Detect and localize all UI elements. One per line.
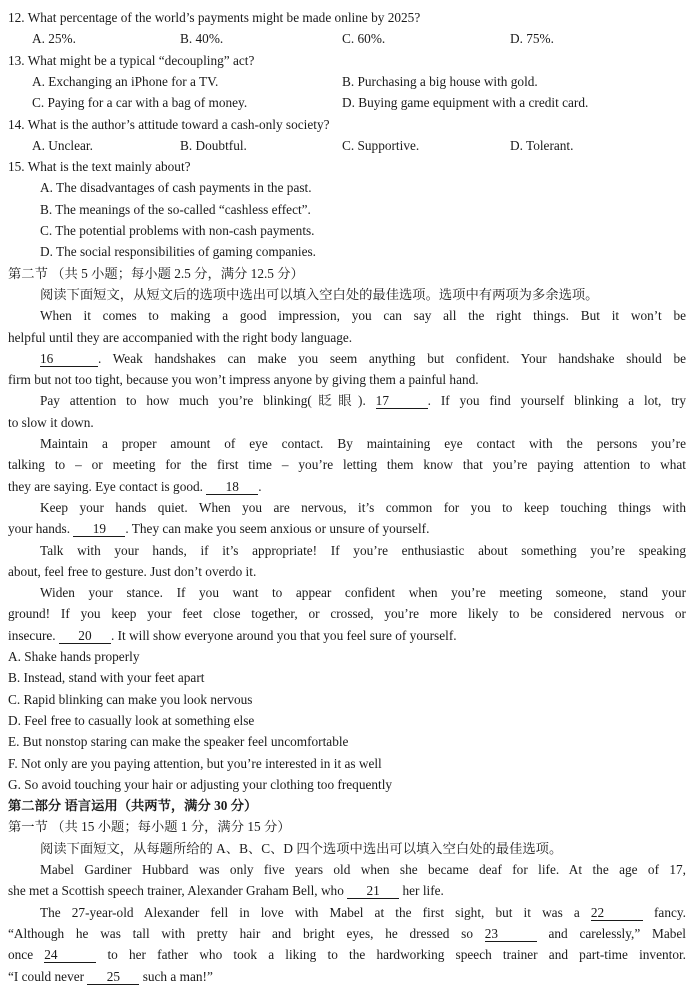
text-line: 15. What is the text mainly about? (8, 159, 191, 175)
text-segment: once (8, 947, 45, 963)
answer-option[interactable]: B. 40%. (180, 31, 224, 47)
text-line: C. The potential problems with non-cash payments. (40, 223, 315, 238)
text-line: 第一节 （共 15 小题；每小题 1 分，满分 15 分） (8, 819, 291, 835)
answer-option[interactable]: C. Paying for a car with a bag of money. (32, 95, 248, 111)
text-line: about, feel free to gesture. Just don’t overdo it. (8, 563, 257, 579)
text-segment: your hands. (8, 521, 74, 537)
text-segment: . If you find yourself blinking a lot, try (427, 393, 687, 409)
text-segment: insecure. (8, 627, 59, 643)
text-line: Mabel Gardiner Hubbard was only five years old when she became deaf for life. At the age of 17, (40, 862, 686, 877)
text-line (40, 902, 686, 923)
text-line: C. Rapid blinking can make you look nervous (8, 691, 253, 707)
text-segment: . It will show everyone around you that you feel sure of yourself. (110, 627, 457, 643)
answer-option[interactable]: C. 60%. (342, 31, 386, 47)
answer-blank-20[interactable]: 20 (59, 628, 111, 644)
text-line (8, 880, 686, 901)
answer-option[interactable]: D. Tolerant. (510, 137, 574, 153)
text-line: Keep your hands quiet. When you are nervous, it’s common for you to keep touching things with (40, 499, 686, 515)
text-line: 12. What percentage of the world’s payments might be made online by 2025? (8, 10, 421, 25)
text-line: A. The disadvantages of cash payments in the past. (40, 180, 312, 196)
text-segment: to her father who took a liking to the hardworking speech trainer and part-time inventor. (96, 947, 686, 963)
text-line: 第二部分 语言运用（共两节，满分 30 分） (8, 798, 258, 814)
text-line: Maintain a proper amount of eye contact. By maintaining eye contact with the persons you’re (40, 436, 686, 451)
text-segment: “I could never (8, 968, 88, 984)
answer-option[interactable]: A. 25%. (32, 31, 76, 47)
text-segment: Pay attention to how much you’re blinking(眨眼). (40, 393, 376, 409)
text-line (8, 625, 686, 646)
text-segment: they are saying. Eye contact is good. (8, 478, 207, 494)
text-line (40, 348, 686, 369)
text-line: B. The meanings of the so-called “cashless effect”. (40, 201, 311, 217)
answer-option[interactable]: C. Supportive. (342, 137, 420, 153)
answer-option[interactable]: A. Exchanging an iPhone for a TV. (32, 73, 219, 89)
answer-blank-19[interactable]: 19 (73, 521, 125, 537)
text-line: A. Shake hands properly (8, 649, 140, 664)
text-line (8, 518, 686, 539)
text-line: F. Not only are you paying attention, but you’re interested in it as well (8, 755, 382, 771)
text-line: 13. What might be a typical “decoupling” act? (8, 52, 255, 68)
answer-blank-17[interactable]: 17 (376, 393, 428, 409)
text-line: B. Instead, stand with your feet apart (8, 670, 205, 686)
text-line (8, 944, 686, 965)
text-line: 第二节 （共 5 小题；每小题 2.5 分，满分 12.5 分） (8, 265, 304, 281)
text-line: helpful until they are accompanied with the right body language. (8, 329, 353, 345)
text-line (40, 390, 686, 411)
text-segment: such a man!” (139, 968, 213, 984)
text-segment: fancy. (642, 904, 686, 920)
text-segment: . Weak handshakes can make you seem anything but confident. Your handshake should be (98, 350, 686, 366)
text-line: ground! If you keep your feet close together, or crossed, you’re more likely to be considered nervous or (8, 606, 686, 622)
text-line: to slow it down. (8, 414, 94, 430)
text-segment: her life. (399, 883, 444, 899)
answer-blank-24[interactable]: 24 (44, 947, 96, 963)
answer-option[interactable]: B. Purchasing a big house with gold. (342, 73, 538, 89)
text-line: 阅读下面短文，从短文后的选项中选出可以填入空白处的最佳选项。选项中有两项为多余选项。 (40, 286, 599, 302)
text-line: When it comes to making a good impression, you can say all the right things. But it won’t be (40, 308, 686, 324)
text-segment: . They can make you seem anxious or unsure of yourself. (125, 521, 430, 537)
text-line: firm but not too tight, because you won’t impress anyone by giving them a painful hand. (8, 372, 479, 388)
text-line: Widen your stance. If you want to appear confident when you’re meeting someone, stand your (40, 585, 686, 601)
text-line: 阅读下面短文，从每题所给的 A、B、C、D 四个选项中选出可以填入空白处的最佳选项。 (40, 840, 563, 856)
text-segment: “Although he was tall with pretty hair and bright eyes, he dressed so (8, 925, 485, 941)
answer-blank-22[interactable]: 22 (591, 905, 643, 921)
text-line: D. The social responsibilities of gaming companies. (40, 244, 316, 260)
answer-blank-25[interactable]: 25 (87, 969, 139, 985)
text-line (8, 476, 686, 497)
text-line (8, 923, 686, 944)
answer-option[interactable]: D. 75%. (510, 31, 554, 47)
option-row (8, 135, 686, 156)
text-line: talking to – or meeting for the first time – you’re letting them know that you’re paying attention to what (8, 457, 686, 473)
text-line: D. Feel free to casually look at something else (8, 712, 255, 728)
text-line: 14. What is the author’s attitude toward a cash-only society? (8, 116, 330, 132)
answer-blank-16[interactable]: 16 (40, 351, 98, 367)
answer-blank-18[interactable]: 18 (206, 479, 258, 495)
option-row (8, 92, 686, 113)
option-row (8, 28, 686, 49)
text-segment: she met a Scottish speech trainer, Alexander Graham Bell, who (8, 883, 348, 899)
text-line (8, 966, 686, 987)
answer-option[interactable]: D. Buying game equipment with a credit card. (342, 95, 589, 111)
text-line: Talk with your hands, if it’s appropriate! If you’re enthusiastic about something you’re speaking (40, 542, 686, 558)
answer-option[interactable]: A. Unclear. (32, 137, 93, 153)
answer-blank-23[interactable]: 23 (485, 926, 537, 942)
text-segment: The 27-year-old Alexander fell in love with Mabel at the first sight, but it was a (40, 904, 591, 920)
text-line: E. But nonstop staring can make the speaker feel uncomfortable (8, 734, 349, 750)
text-line: G. So avoid touching your hair or adjusting your clothing too frequently (8, 776, 393, 792)
option-row (8, 71, 686, 92)
answer-option[interactable]: B. Doubtful. (180, 137, 247, 153)
text-segment: and carelessly,” Mabel (536, 925, 686, 941)
text-segment: . (258, 478, 262, 494)
answer-blank-21[interactable]: 21 (347, 883, 399, 899)
